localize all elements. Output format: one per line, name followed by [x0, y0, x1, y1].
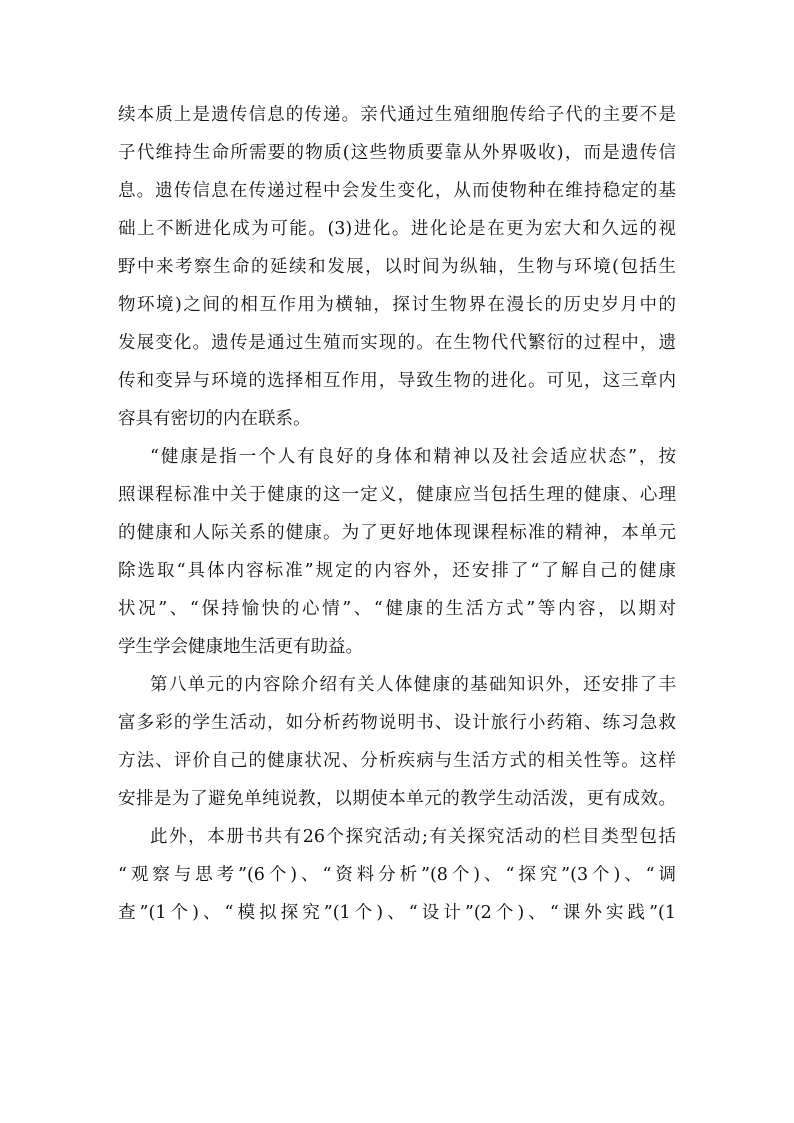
text-line: 学生学会健康地生活更有助益。 — [118, 637, 363, 657]
text-line: 容具有密切的内在联系。 — [118, 409, 311, 429]
text-line: 方法、评价自己的健康状况、分析疾病与生活方式的相关性等。这样 — [118, 751, 676, 771]
text-line: 除选取“具体内容标准”规定的内容外，还安排了“了解自己的健康 — [118, 561, 676, 581]
text-line: 野中来考察生命的延续和发展，以时间为纵轴，生物与环境(包括生 — [118, 257, 676, 277]
text-line: 第八单元的内容除介绍有关人体健康的基础知识外，还安排了丰 — [150, 675, 676, 695]
text-line: 查”(1个)、“模拟探究”(1个)、“设计”(2个)、“课外实践”(1 — [118, 903, 676, 923]
text-line: “健康是指一个人有良好的身体和精神以及社会适应状态”，按 — [150, 447, 676, 467]
body-text — [118, 96, 676, 932]
text-line: 传和变异与环境的选择相互作用，导致生物的进化。可见，这三章内 — [118, 371, 676, 391]
text-line: 发展变化。遗传是通过生殖而实现的。在生物代代繁衍的过程中，遗 — [118, 333, 676, 353]
text-line: 富多彩的学生活动，如分析药物说明书、设计旅行小药箱、练习急救 — [118, 713, 676, 733]
text-line: 物环境)之间的相互作用为横轴，探讨生物界在漫长的历史岁月中的 — [118, 295, 676, 315]
text-line: 的健康和人际关系的健康。为了更好地体现课程标准的精神，本单元 — [118, 523, 676, 543]
text-line: 息。遗传信息在传递过程中会发生变化，从而使物种在维持稳定的基 — [118, 181, 676, 201]
text-line: 安排是为了避免单纯说教，以期使本单元的教学生动活泼，更有成效。 — [118, 789, 676, 809]
text-line: 础上不断进化成为可能。(3)进化。进化论是在更为宏大和久远的视 — [118, 219, 676, 239]
text-line: 子代维持生命所需要的物质(这些物质要靠从外界吸收)，而是遗传信 — [118, 143, 676, 163]
text-line: 状况”、“保持愉快的心情”、“健康的生活方式”等内容，以期对 — [118, 599, 676, 619]
text-line: 照课程标准中关于健康的这一定义，健康应当包括生理的健康、心理 — [118, 485, 676, 505]
text-line: “观察与思考”(6个)、“资料分析”(8个)、“探究”(3个)、“调 — [118, 865, 676, 885]
text-line: 续本质上是遗传信息的传递。亲代通过生殖细胞传给子代的主要不是 — [118, 105, 676, 125]
text-line: 此外，本册书共有26个探究活动;有关探究活动的栏目类型包括 — [150, 827, 676, 847]
